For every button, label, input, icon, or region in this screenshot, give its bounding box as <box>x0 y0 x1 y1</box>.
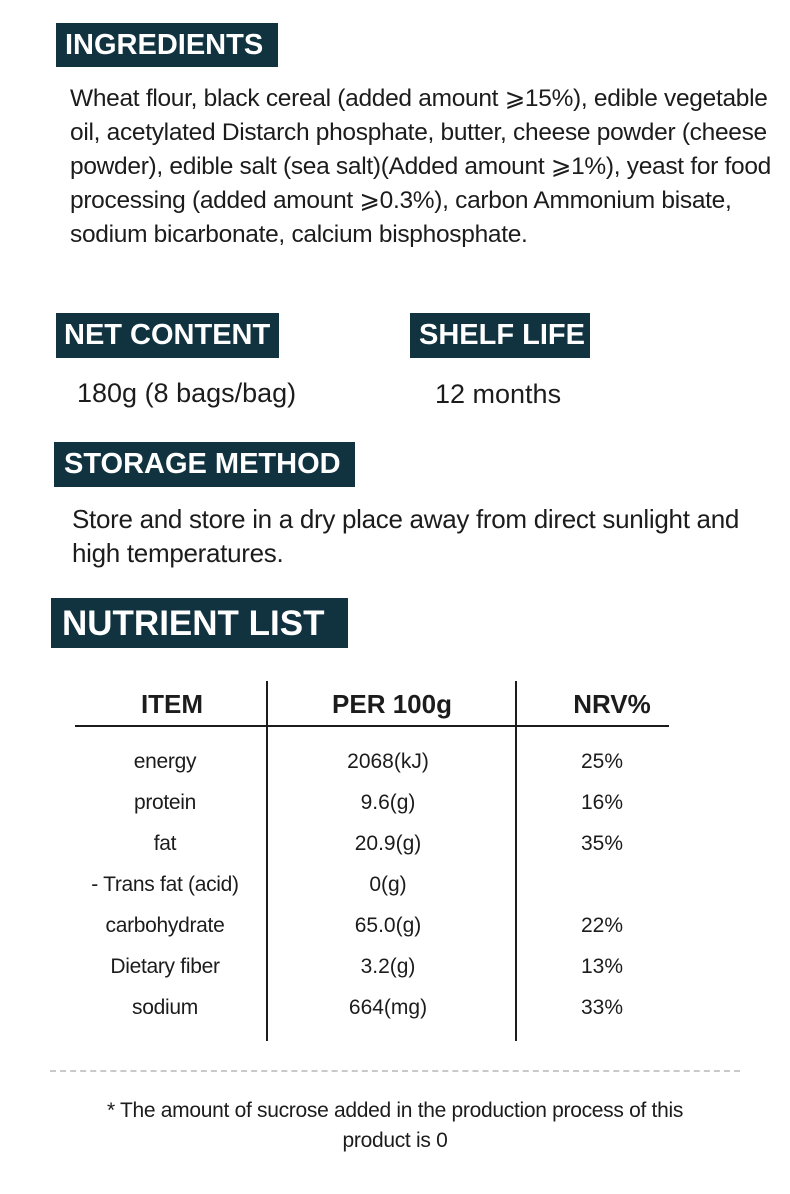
nutrient-nrv: 22% <box>580 914 624 937</box>
column-header-item: ITEM <box>140 689 204 719</box>
ingredients-text: Wheat flour, black cereal (added amount ⩾15%), edible vegetable oil, acetylated Distarch phosphate, butter, cheese powder (cheese powder), edible salt (sea salt)(Added amount ⩾1%), yeast for food processing (added amount ⩾0.3%), carbon Ammonium bisate, sodium bicarbonate, calcium bisphosphate. <box>70 85 772 248</box>
nutrient-amount: 2068(kJ) <box>347 750 429 773</box>
nutrient-name: energy <box>133 750 197 773</box>
nutrient-nrv: 13% <box>580 955 624 978</box>
table-header-rule <box>75 725 669 727</box>
nutrient-nrv: 33% <box>580 996 624 1019</box>
storage-method-text: Store and store in a dry place away from direct sunlight and high temperatures. <box>72 504 740 568</box>
nutrient-amount: 664(mg) <box>348 996 428 1019</box>
nutrient-name: - Trans fat (acid) <box>91 873 239 896</box>
nutrient-name: protein <box>133 791 197 814</box>
table-row <box>77 742 687 782</box>
nutrient-nrv: 16% <box>580 791 624 814</box>
nutrient-name: fat <box>153 832 177 855</box>
column-header-per-100g: PER 100g <box>332 689 452 719</box>
net-content-heading: NET CONTENT <box>56 313 279 358</box>
footnote: * The amount of sucrose added in the production process of this product is 0 <box>106 1099 684 1152</box>
nutrient-list-heading: NUTRIENT LIST <box>51 598 348 648</box>
shelf-life-heading: SHELF LIFE <box>410 313 590 358</box>
nutrient-amount: 0(g) <box>369 873 407 896</box>
nutrient-nrv: 25% <box>580 750 624 773</box>
table-row <box>77 865 687 905</box>
table-row <box>77 824 687 864</box>
storage-method-heading: STORAGE METHOD <box>54 442 355 487</box>
nutrient-amount: 65.0(g) <box>354 914 422 937</box>
net-content-value: 180g (8 bags/bag) <box>77 378 297 408</box>
table-row <box>77 947 687 987</box>
nutrient-name: Dietary fiber <box>110 955 220 978</box>
nutrient-nrv <box>522 865 682 905</box>
dashed-divider <box>50 1070 740 1072</box>
table-row <box>77 783 687 823</box>
shelf-life-value: 12 months <box>435 379 562 409</box>
nutrient-amount: 3.2(g) <box>360 955 416 978</box>
nutrient-amount: 9.6(g) <box>360 791 416 814</box>
ingredients-heading: INGREDIENTS <box>56 23 278 67</box>
nutrient-nrv: 35% <box>580 832 624 855</box>
nutrient-name: sodium <box>132 996 198 1019</box>
table-row <box>77 906 687 946</box>
column-header-nrv: NRV% <box>573 689 651 719</box>
table-row <box>77 988 687 1028</box>
nutrient-name: carbohydrate <box>105 914 225 937</box>
nutrient-amount: 20.9(g) <box>354 832 422 855</box>
